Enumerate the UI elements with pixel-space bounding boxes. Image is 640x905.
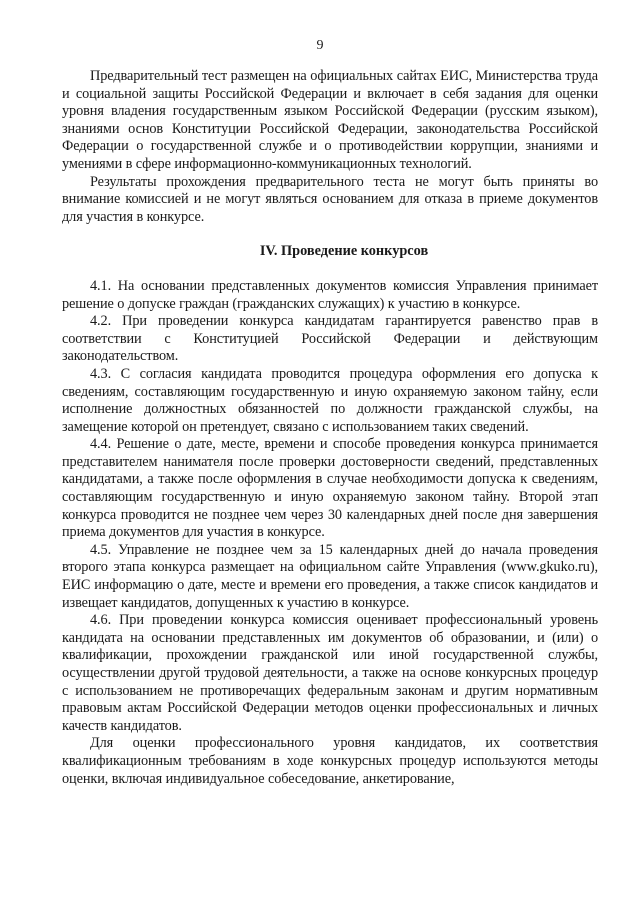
page-number: 9 [316, 38, 324, 53]
paragraph-4-6: 4.6. При проведении конкурса комиссия оценивает профессиональный уровень кандидата на основании представленных им документов об образовании, и (или) о квалификации, прохождении гражданской или иной государственной службы, осуществлении другой трудовой деятельности, а также на основе конкурсных процедур с использованием не противоречащих федеральным законам и другим нормативным правовым актам Российской Федерации методов оценки профессиональных и личных качеств кандидатов. [62, 612, 598, 734]
paragraph-4-4: 4.4. Решение о дате, месте, времени и способе проведения конкурса принимается представителем нанимателя после проверки достоверности сведений, представленных кандидатами, а также после оформления в случае необходимости допуска к сведениям, составляющим государственную и иную охраняемую законом тайну. Второй этап конкурса проводится не позднее чем через 30 календарных дней после дня завершения приема документов для участия в конкурсе. [62, 436, 598, 541]
paragraph-4-5: 4.5. Управление не позднее чем за 15 календарных дней до начала проведения второго этапа конкурса размещает на официальном сайте Управления (www.gkuko.ru), ЕИС информацию о дате, месте и времени его проведения, а также список кандидатов и извещает кандидатов, допущенных к участию в конкурсе. [62, 541, 598, 611]
paragraph-4-3: 4.3. С согласия кандидата проводится процедура оформления его допуска к сведениям, составляющим государственную и иную охраняемую законом тайну, если исполнение должностных обязанностей по должности гражданской службы, на замещение которой он претендует, связано с использованием таких сведений. [62, 365, 598, 435]
paragraph-4-1: 4.1. На основании представленных документов комиссия Управления принимает решение о допуске граждан (гражданских служащих) к участию в конкурсе. [62, 277, 598, 312]
document-body [62, 68, 598, 788]
paragraph-4-2: 4.2. При проведении конкурса кандидатам гарантируется равенство прав в соответствии с Конституцией Российской Федерации и действующим законодательством. [62, 313, 598, 365]
paragraph-test-results: Результаты прохождения предварительного теста не могут быть приняты во внимание комиссией и не могут являться основанием для отказа в приеме документов для участия в конкурсе. [62, 173, 598, 225]
paragraph-evaluation-methods: Для оценки профессионального уровня кандидатов, их соответствия квалификационным требованиям в ходе конкурсных процедур используются методы оценки, включая индивидуальное собеседование, анкетирование, [62, 735, 598, 787]
section-heading: IV. Проведение конкурсов [259, 243, 429, 260]
paragraph-intro-test: Предварительный тест размещен на официальных сайтах ЕИС, Министерства труда и социальной защиты Российской Федерации и включает в себя задания для оценки уровня владения государственным языком Российской Федерации (русским языком), знаниями основ Конституции Российской Федерации, законодательства Российской Федерации о государственной службе и о противодействии коррупции, знаниями и умениями в сфере информационно-коммуникационных технологий. [62, 68, 598, 172]
